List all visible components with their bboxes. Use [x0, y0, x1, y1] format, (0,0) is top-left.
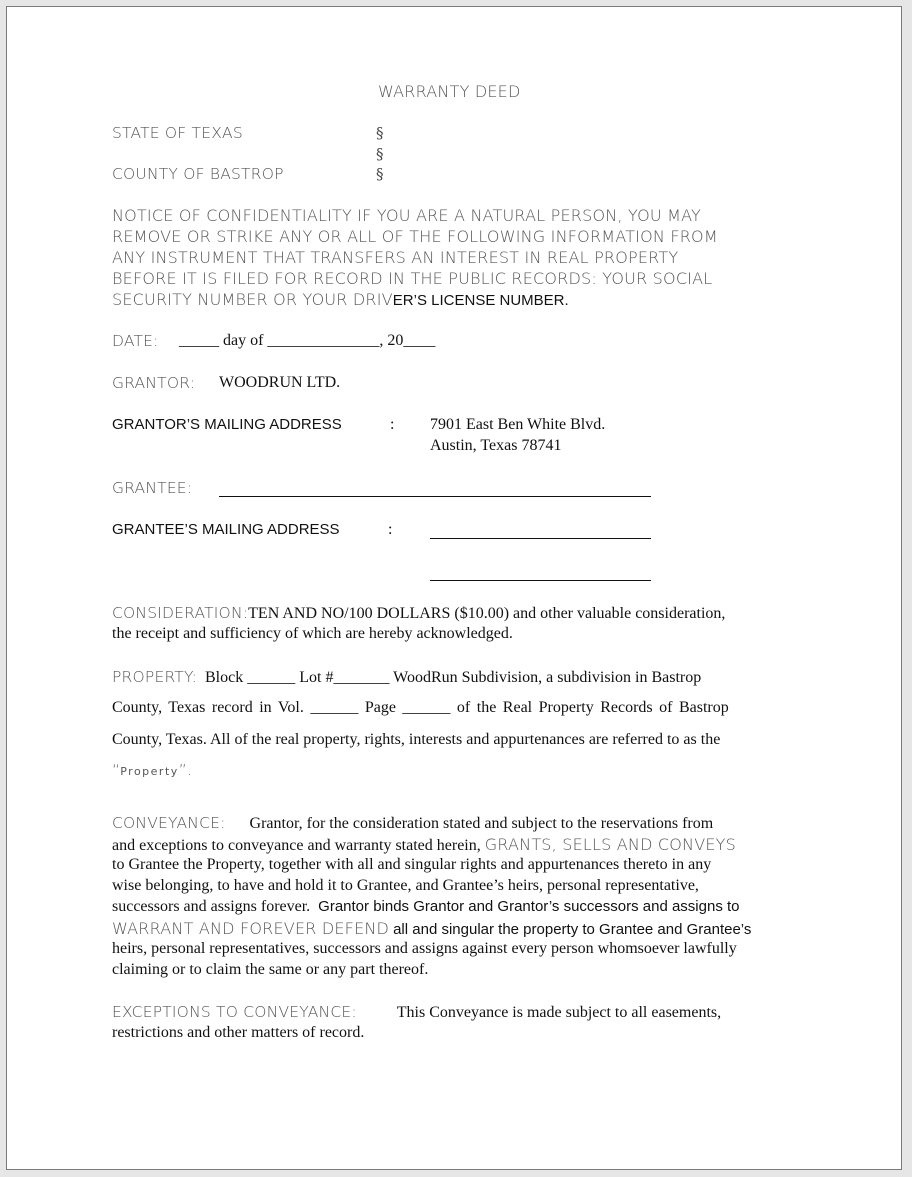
- grantee-blank-line: [219, 483, 651, 497]
- date-value: _____ day of ______________, 20____: [179, 332, 436, 349]
- consideration-label: CONSIDERATION:: [112, 604, 249, 622]
- property-line: County, Texas. All of the real property, rights, interests and appurtenances are referred to as the: [112, 731, 721, 748]
- notice-line: REMOVE OR STRIKE ANY OR ALL OF THE FOLLOWING INFORMATION FROM: [112, 227, 718, 246]
- grantor-address-line: Austin, Texas 78741: [430, 437, 562, 454]
- exceptions-line: [112, 1003, 721, 1022]
- conveyance-text: successors and assigns forever.: [112, 898, 311, 915]
- conveyance-line: heirs, personal representatives, successors and assigns against every person whomsoever lawfully: [112, 940, 737, 957]
- doc-title: WARRANTY DEED: [378, 82, 521, 101]
- consideration-line: [112, 604, 725, 623]
- conveyance-line: [112, 919, 751, 939]
- grantee-address-label: GRANTEE’S MAILING ADDRESS: [112, 521, 340, 538]
- consideration-line: the receipt and sufficiency of which are hereby acknowledged.: [112, 625, 513, 642]
- grantee-label: GRANTEE:: [112, 479, 193, 497]
- colon: :: [388, 521, 393, 538]
- property-line: County, Texas record in Vol. ______ Page ______ of the Real Property Records of Bastrop: [112, 699, 729, 716]
- property-line: [112, 668, 701, 687]
- conveyance-text: Grantor, for the consideration stated and subject to the reservations from: [249, 815, 714, 832]
- conveyance-text: all and singular the property to Grantee and Grantee’s: [393, 921, 752, 938]
- grantor-label: GRANTOR:: [112, 374, 196, 392]
- notice-last-part: SECURITY NUMBER OR YOUR DRIV: [112, 290, 393, 309]
- grantor-address-label: GRANTOR’S MAILING ADDRESS: [112, 416, 342, 433]
- section-symbol: §: [376, 124, 384, 142]
- exceptions-text: This Conveyance is made subject to all easements,: [396, 1004, 722, 1021]
- section-symbol: §: [376, 145, 384, 163]
- conveyance-warrant: WARRANT AND FOREVER DEFEND: [112, 919, 390, 938]
- property-text: Block ______ Lot #_______ WoodRun Subdivision, a subdivision in Bastrop: [205, 669, 702, 686]
- conveyance-grants: GRANTS, SELLS AND CONVEYS: [484, 835, 736, 854]
- section-symbol: §: [376, 165, 384, 183]
- notice-line: ANY INSTRUMENT THAT TRANSFERS AN INTEREST IN REAL PROPERTY: [112, 248, 679, 267]
- notice-line: [112, 290, 569, 310]
- colon: :: [390, 416, 395, 433]
- exceptions-label: EXCEPTIONS TO CONVEYANCE:: [112, 1003, 357, 1021]
- conveyance-text: Grantor binds Grantor and Grantor’s successors and assigns to: [318, 898, 740, 915]
- consideration-text: TEN AND NO/100 DOLLARS ($10.00) and other valuable consideration,: [248, 605, 726, 622]
- grantor-name: WOODRUN LTD.: [219, 374, 341, 391]
- notice-line: BEFORE IT IS FILED FOR RECORD IN THE PUBLIC RECORDS: YOUR SOCIAL: [112, 269, 713, 288]
- grantee-address-blank-line: [430, 567, 651, 581]
- conveyance-line: wise belonging, to have and hold it to Grantee, and Grantee’s heirs, personal representative,: [112, 877, 699, 894]
- date-label: DATE:: [112, 332, 159, 350]
- property-quoted-word: Property: [120, 765, 179, 778]
- county-label: COUNTY OF BASTROP: [112, 165, 284, 183]
- conveyance-label: CONVEYANCE:: [112, 814, 226, 832]
- property-label: PROPERTY:: [112, 668, 197, 686]
- conveyance-line: claiming or to claim the same or any part thereof.: [112, 961, 429, 978]
- quote-mark: ”.: [178, 761, 193, 779]
- notice-line: NOTICE OF CONFIDENTIALITY IF YOU ARE A NATURAL PERSON, YOU MAY: [112, 206, 701, 225]
- conveyance-text: and exceptions to conveyance and warranty stated herein,: [112, 837, 481, 854]
- conveyance-line: [112, 814, 713, 833]
- conveyance-line: [112, 898, 740, 916]
- document-page: [6, 6, 902, 1170]
- grantor-address-line: 7901 East Ben White Blvd.: [430, 416, 606, 433]
- notice-last-part: ER’S LICENSE NUMBER.: [392, 292, 569, 309]
- quote-mark: “: [112, 761, 121, 779]
- conveyance-line: to Grantee the Property, together with all and singular rights and appurtenances thereto in any: [112, 856, 712, 873]
- state-label: STATE OF TEXAS: [112, 124, 243, 142]
- property-line: [112, 761, 192, 780]
- grantee-address-blank-line: [430, 525, 651, 539]
- exceptions-line: restrictions and other matters of record.: [112, 1024, 365, 1041]
- conveyance-line: [112, 835, 736, 855]
